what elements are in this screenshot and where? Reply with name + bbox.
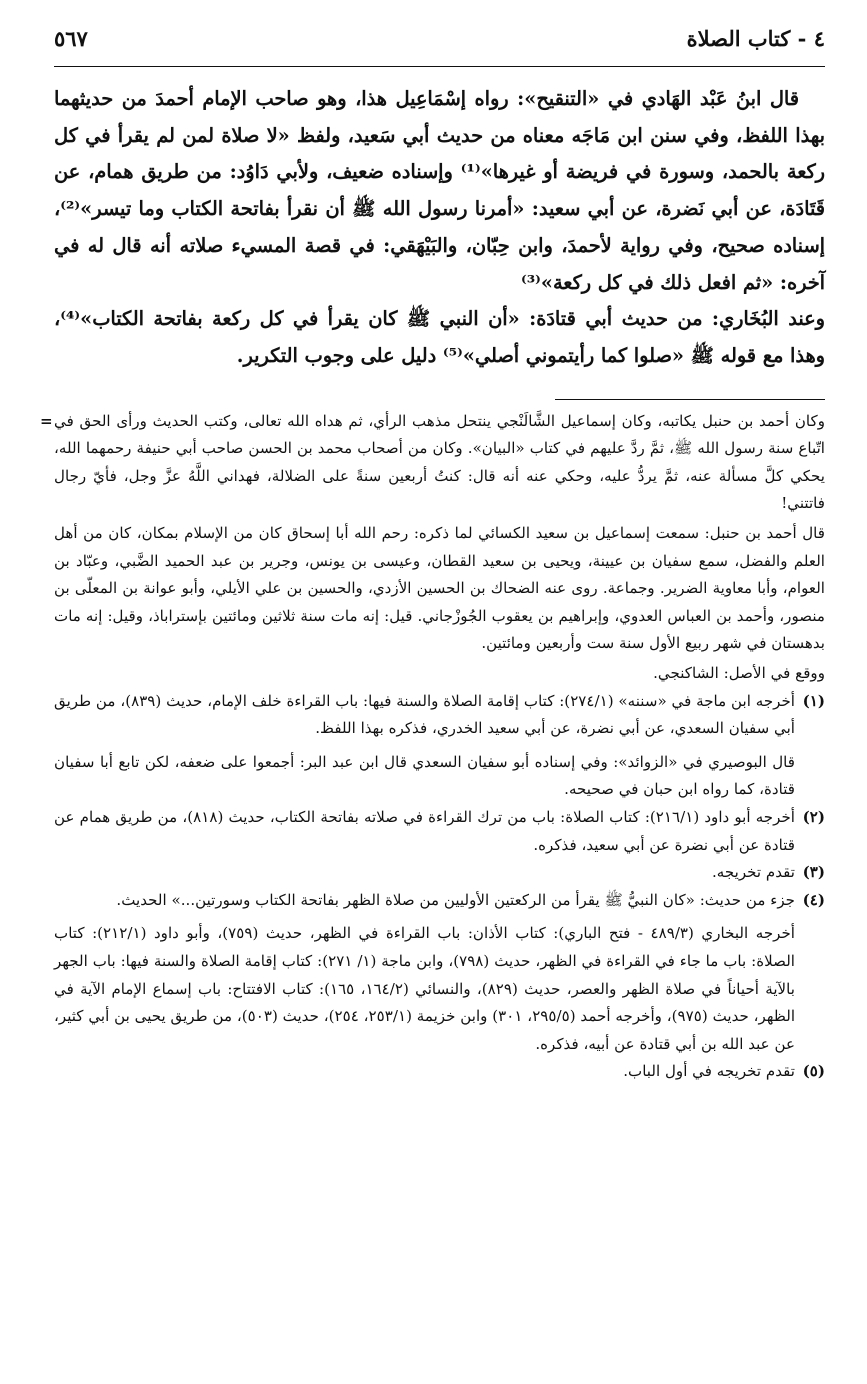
footnote-5: [54, 1058, 825, 1086]
page-number: ٥٦٧: [54, 26, 88, 51]
continuation-mark: =: [40, 411, 53, 430]
running-header: [54, 26, 825, 60]
footnote-paragraph: أخرجه البخاري (٤٨٩/٣ - فتح الباري): كتاب الأذان: باب القراءة في الظهر، حديث (٧٥٩)، وأبو داود (٢١٢/١): كتاب الصلاة: باب ما جاء في القراءة في الظهر، حديث (٧٩٨)، وابن ماجة (١/ ٢٧١): كتاب إقامة الصلاة والسنة فيها: باب الجهر بالآية أحياناً في صلاة الظهر والعصر، حديث (٨٢٩)، والنسائي (١٦٤/٢، ١٦٥): كتاب الافتتاح: باب إسماع الإمام الآية في الظهر، حديث (٩٧٥)، وأخرجه أحمد (٢٩٥/٥، ٣٠١) وابن خزيمة (٢٥٣/١، ٢٥٤)، حديث (٥٠٣)، من طريق يحيى بن أبي كثير، عن عبد الله بن أبي قتادة عن أبيه، فذكره.: [54, 924, 796, 1053]
footnote-number: (٤): [802, 890, 825, 909]
footnote-number: (٣): [802, 863, 825, 882]
footnote-paragraph: قال أحمد بن حنبل: سمعت إسماعيل بن سعيد الكسائي لما ذكره: رحم الله أبا إسحاق كان من الإسلام بمكان، كان من أهل العلم والفضل، سمع سفيان بن عيينة، ويحيى بن سعيد القطان، وعيسى بن يونس، وجرير بن عبد الحميد الضَّبي، وعبّاد بن العوام، وأبا معاوية الضرير. وجماعة. روى عنه الضحاك بن الحسين الأزدي، والحسين بن علي الأيلي، وأبو عوانة بن المعلّى بن منصور، وأحمد بن العباس العدوي، وإبراهيم بن يعقوب الجُوزْجاني. قيل: إنه مات سنة ثلاثين ومائتين بإستراباذ، وقيل: إنه مات بدهستان في شهر ربيع الأول سنة ست وأربعين ومائتين.: [54, 524, 825, 653]
main-paragraph: وعند البُخَاري: من حديث أبي قتادَة: «أن النبي ﷺ كان يقرأ في كل ركعة بفاتحة الكتاب»⁽⁴⁾، وهذا مع قوله ﷺ «صلوا كما رأيتموني أصلي»⁽⁵⁾ دليل على وجوب التكرير.: [54, 307, 825, 367]
footnote-paragraph: أخرجه أبو داود (٢١٦/١): كتاب الصلاة: باب من ترك القراءة في صلاته بفاتحة الكتاب، حديث (٨١٨)، من طريق همام عن قتادة عن أبي نضرة عن أبي سعيد، فذكره.: [54, 807, 795, 854]
footnote-paragraph: تقدم تخريجه في أول الباب.: [623, 1062, 795, 1081]
chapter-title: ٤ - كتاب الصلاة: [686, 26, 825, 51]
footnote-paragraph: وكان أحمد بن حنبل يكاتبه، وكان إسماعيل الشَّالَنْجي ينتحل مذهب الرأي، ثم هداه الله تعالى، وكتب الحديث ورأى الحق في اتّباع سنة رسول الله ﷺ، ثمَّ ردَّ عليهم في كتاب «البيان». وكان من أصحاب محمد بن الحسن صاحب أبي حنيفة رحمهما الله، يحكي كلَّ مسألة عنه، ثمَّ يردُّ عليه، وحكي عنه أنه قال: كنتُ أربعين سنةً على الضلالة، فهداني اللَّهُ عزَّ وجل، فأيّ رجال فاتتني!: [54, 411, 825, 513]
footnote-paragraph: قال البوصيري في «الزوائد»: وفي إسناده أبو سفيان السعدي قال ابن عبد البر: أجمعوا على ضعفه، لكن تابع أبا سفيان قتادة، كما رواه ابن حبان في صحيحه.: [54, 752, 795, 799]
footnote-paragraph: جزء من حديث: «كان النبيُّ ﷺ يقرأ من الركعتين الأوليين من صلاة الظهر بفاتحة الكتاب وسورتين...» الحديث.: [116, 890, 795, 909]
footnote-paragraph: ووقع في الأصل: الشاكنجي.: [653, 663, 825, 682]
main-text: [54, 81, 825, 375]
footnote-continuation: [40, 408, 825, 688]
footnote-3: [54, 859, 825, 887]
footnote-1: [54, 688, 825, 804]
footnote-number: (٥): [802, 1062, 825, 1081]
header-rule: [54, 66, 825, 67]
footnote-number: (١): [802, 691, 825, 710]
main-paragraph: قال ابنُ عَبْد الهَادي في «التنقيح»: رواه إسْمَاعِيل هذا، وهو صاحب الإمام أحمدَ من حديثهما بهذا اللفظ، وفي سنن ابن مَاجَه معناه من حديث أبي سَعيد، ولفظ «لا صلاة لمن لم يقرأ في كل ركعة بالحمد، وسورة في فريضة أو غيرها»⁽¹⁾ وإسناده ضعيف، ولأبي دَاوُد: من طريق همام، عن قَتَادَة، عن أبي نَضرة، عن أبي سعيد: «أمرنا رسول الله ﷺ أن نقرأ بفاتحة الكتاب وما تيسر»⁽²⁾، إسناده صحيح، وفي رواية لأحمدَ، وابن حِبّان، والبَيْهَقي: في قصة المسيء صلاته أنه قال له في آخره: «ثم افعل ذلك في كل ركعة»⁽³⁾: [54, 87, 825, 294]
footnotes: [40, 408, 825, 1086]
footnote-2: [54, 804, 825, 859]
footnote-paragraph: أخرجه ابن ماجة في «سننه» (٢٧٤/١): كتاب إقامة الصلاة والسنة فيها: باب القراءة خلف الإمام، حديث (٨٣٩)، من طريق أبي سفيان السعدي، عن أبي نضرة، عن أبي سعيد الخدري، فذكره بهذا اللفظ.: [54, 691, 796, 738]
footnote-4: [54, 887, 825, 1059]
footnote-paragraph: تقدم تخريجه.: [711, 863, 795, 882]
footnote-rule: [555, 399, 825, 400]
footnote-number: (٢): [802, 807, 825, 826]
